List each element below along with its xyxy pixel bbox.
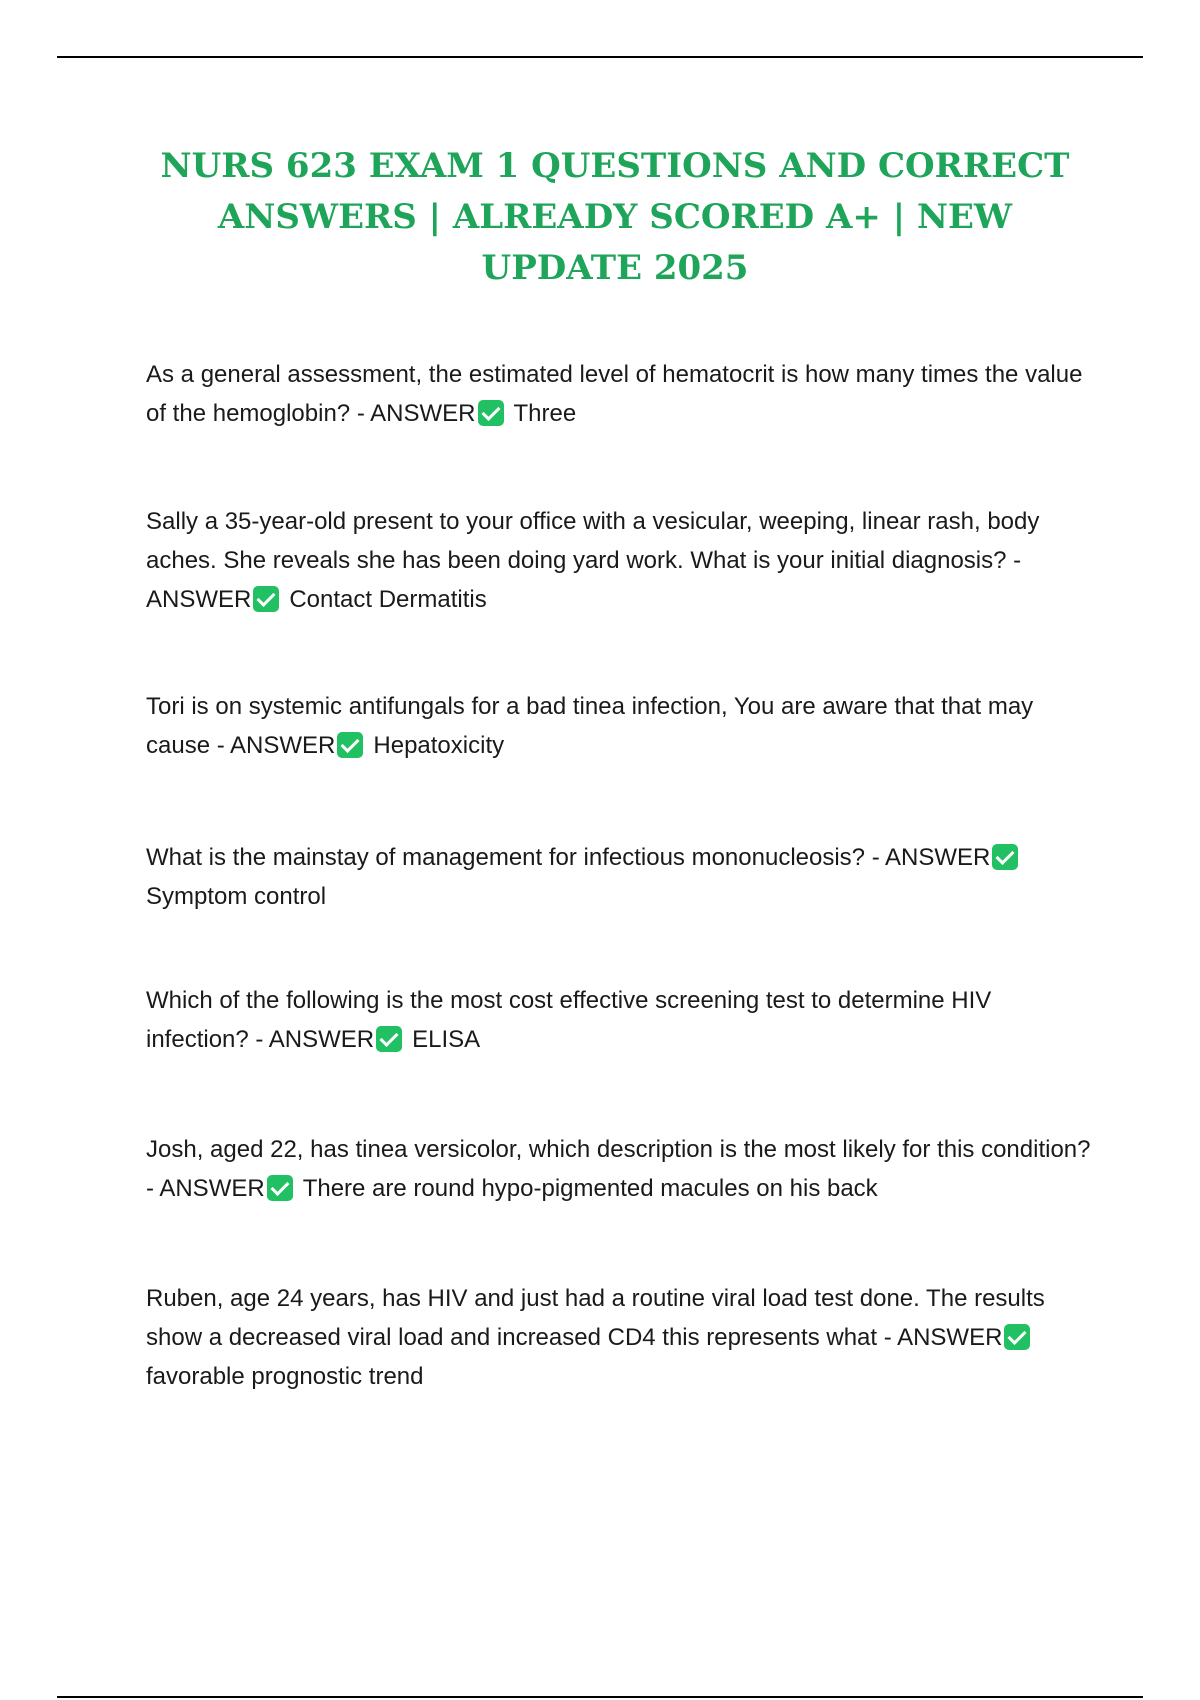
answer-text: Contact Dermatitis — [289, 586, 487, 613]
answer-text: Hepatoxicity — [373, 732, 505, 759]
question-text: What is the mainstay of management for infectious mononucleosis? - — [146, 844, 886, 871]
answer-text: Symptom control — [146, 883, 327, 910]
qa-item — [146, 838, 1096, 916]
answer-marker: ANSWER — [159, 1175, 265, 1202]
check-icon — [253, 586, 279, 612]
qa-item — [146, 355, 1096, 433]
qa-item — [146, 502, 1096, 619]
answer-marker: ANSWER — [370, 400, 476, 427]
question-text: Ruben, age 24 years, has HIV and just had a routine viral load test done. The results show a decreased viral load and increased CD4 this represents what - — [146, 1285, 1045, 1351]
qa-item — [146, 981, 1096, 1059]
document-title: NURS 623 EXAM 1 QUESTIONS AND CORRECT ANSWERS | ALREADY SCORED A+ | NEW UPDATE 2025 — [160, 146, 1070, 288]
question-text: As a general assessment, the estimated level of hematocrit is how many times the value of the hemoglobin? - — [146, 361, 1083, 427]
answer-marker: ANSWER — [897, 1324, 1003, 1351]
answer-text: Three — [513, 400, 577, 427]
check-icon — [267, 1175, 293, 1201]
check-icon — [1004, 1324, 1030, 1350]
answer-marker: ANSWER — [885, 844, 991, 871]
check-icon — [376, 1026, 402, 1052]
check-icon — [992, 844, 1018, 870]
bottom-rule — [57, 1696, 1143, 1698]
answer-marker: ANSWER — [268, 1026, 375, 1053]
qa-item — [146, 1279, 1096, 1396]
check-icon — [478, 400, 504, 426]
question-text: Sally a 35-year-old present to your office with a vesicular, weeping, linear rash, body aches. She reveals she has been doing yard work. What is your initial diagnosis? - — [146, 508, 1040, 574]
answer-marker: ANSWER — [146, 586, 252, 613]
answer-text: ELISA — [412, 1026, 481, 1053]
answer-marker: ANSWER — [230, 732, 336, 759]
qa-item — [146, 687, 1096, 765]
top-rule — [57, 56, 1143, 58]
answer-text: favorable prognostic trend — [146, 1363, 424, 1390]
question-text: Tori is on systemic antifungals for a bad tinea infection, You are aware that that may cause - — [146, 693, 1034, 759]
check-icon — [337, 732, 363, 758]
question-text: Josh, aged 22, has tinea versicolor, which description is the most likely for this condition? - — [146, 1136, 1091, 1202]
qa-item — [146, 1130, 1096, 1208]
answer-text: There are round hypo-pigmented macules on his back — [302, 1175, 878, 1202]
question-text: Which of the following is the most cost effective screening test to determine HIV infection? - — [146, 987, 992, 1053]
